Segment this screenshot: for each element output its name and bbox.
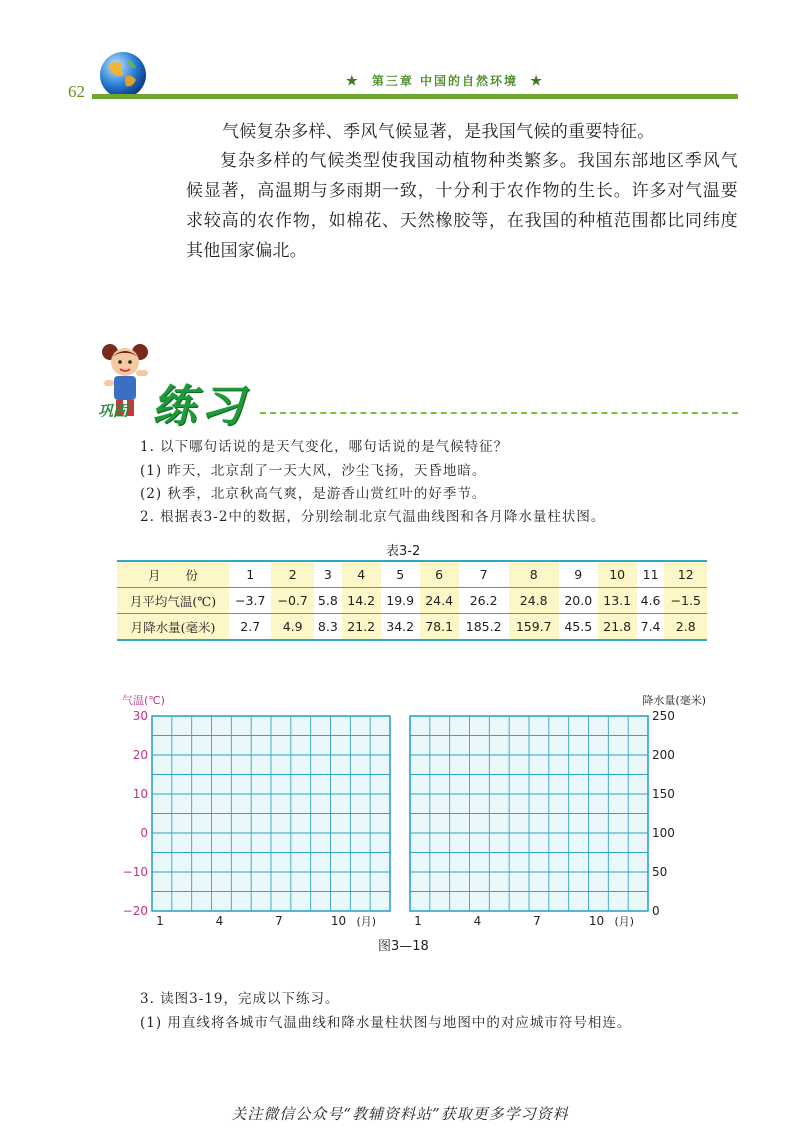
figure-caption: 图3—18 [378,939,429,954]
row-label: 月平均气温(℃) [117,588,229,614]
x-tick-label: 1 [156,914,164,928]
table-cell: 5.8 [314,588,342,614]
table-cell: 8.3 [314,614,342,641]
x-tick-label: 10 [588,914,605,928]
question-3: 3. 读图3-19，完成以下练习。 [140,991,340,1007]
table-cell: 19.9 [381,588,420,614]
table-cell: 6 [420,561,459,588]
table-cell: 9 [559,561,598,588]
right-tick-label: 150 [652,787,675,801]
x-tick-label: 4 [215,914,224,928]
table-row [117,614,707,641]
right-tick-label: 100 [652,826,675,840]
table-cell: 2.8 [664,614,707,641]
table-cell: 24.8 [509,588,559,614]
question-1: 1. 以下哪句话说的是天气变化，哪句话说的是气候特征？ [140,439,509,455]
paragraph-2: 复杂多样的气候类型使我国动植物种类繁多。我国东部地区季风气候显著，高温期与多雨期一致，十分利于农作物的生长。许多对气温要求较高的农作物，如棉花、天然橡胶等，在我国的种植范围都比同纬度其他国家偏北。 [186,151,738,261]
question-3-part-1: (1) 用直线将各城市气温曲线和降水量柱状图与地图中的对应城市符号相连。 [140,1015,632,1031]
left-tick-label: 10 [132,787,148,801]
table-cell: 4.6 [637,588,665,614]
table-cell: 185.2 [459,614,509,641]
table-cell: 4 [342,561,381,588]
row-label: 月降水量(毫米) [117,614,229,641]
table-cell: 1 [229,561,271,588]
table-cell: 7 [459,561,509,588]
table-cell: 3 [314,561,342,588]
header-rule [92,94,738,99]
right-tick-label: 0 [652,904,660,918]
table-cell: 11 [637,561,665,588]
table-cell: 5 [381,561,420,588]
table-cell: 21.8 [598,614,637,641]
right-tick-label: 250 [652,709,675,723]
table-cell: 34.2 [381,614,420,641]
star-icon: ★ [530,74,544,89]
left-tick-label: −10 [122,865,148,879]
climate-table [117,560,707,641]
x-tick-label: 7 [275,914,283,928]
table-cell: 2 [271,561,313,588]
table-cell: 7.4 [637,614,665,641]
table-cell: −3.7 [229,588,271,614]
table-cell: 2.7 [229,614,271,641]
globe-icon [98,50,148,100]
left-tick-label: 30 [132,709,148,723]
table-cell: 8 [509,561,559,588]
x-unit-label: (月) [356,915,377,928]
table-cell: 24.4 [420,588,459,614]
table-row [117,561,707,588]
left-tick-label: −20 [122,904,148,918]
table-row [117,588,707,614]
left-axis-title: 气温(℃) [122,694,165,707]
right-tick-label: 50 [652,865,668,879]
exercise-divider [260,412,738,414]
x-tick-label: 7 [533,914,541,928]
star-icon: ★ [346,74,360,89]
blank-chart-grids [118,690,708,930]
x-tick-label: 4 [473,914,482,928]
right-axis-title: 降水量(毫米) [642,694,706,707]
footer-note: 关注微信公众号“教辅资料站”获取更多学习资料 [231,1105,569,1123]
table-cell: 4.9 [271,614,313,641]
exercise-sublabel: 巩固 [98,402,129,420]
left-tick-label: 0 [140,826,148,840]
table-cell: −1.5 [664,588,707,614]
row-label: 月 份 [117,561,229,588]
table-cell: 21.2 [342,614,381,641]
question-1-part-1: (1) 昨天，北京刮了一天大风，沙尘飞扬，天昏地暗。 [140,463,487,479]
table-cell: 78.1 [420,614,459,641]
chapter-label: 第三章 中国的自然环境 [371,74,519,88]
table-cell: 12 [664,561,707,588]
x-tick-label: 1 [414,914,422,928]
paragraph-1: 气候复杂多样、季风气候显著，是我国气候的重要特征。 [222,122,655,142]
table-cell: 45.5 [559,614,598,641]
table-cell: 26.2 [459,588,509,614]
table-cell: −0.7 [271,588,313,614]
x-unit-label: (月) [614,915,635,928]
page-number: 62 [68,82,85,101]
table-cell: 10 [598,561,637,588]
question-2: 2. 根据表3-2中的数据，分别绘制北京气温曲线图和各月降水量柱状图。 [140,509,606,525]
right-tick-label: 200 [652,748,675,762]
table-cell: 20.0 [559,588,598,614]
table-cell: 13.1 [598,588,637,614]
x-tick-label: 10 [330,914,347,928]
left-tick-label: 20 [132,748,148,762]
table-caption: 表3-2 [386,544,421,559]
chapter-title [340,72,550,89]
table-cell: 14.2 [342,588,381,614]
exercise-title: 练习 [152,381,248,432]
question-1-part-2: (2) 秋季，北京秋高气爽，是游香山赏红叶的好季节。 [140,486,487,502]
table-cell: 159.7 [509,614,559,641]
